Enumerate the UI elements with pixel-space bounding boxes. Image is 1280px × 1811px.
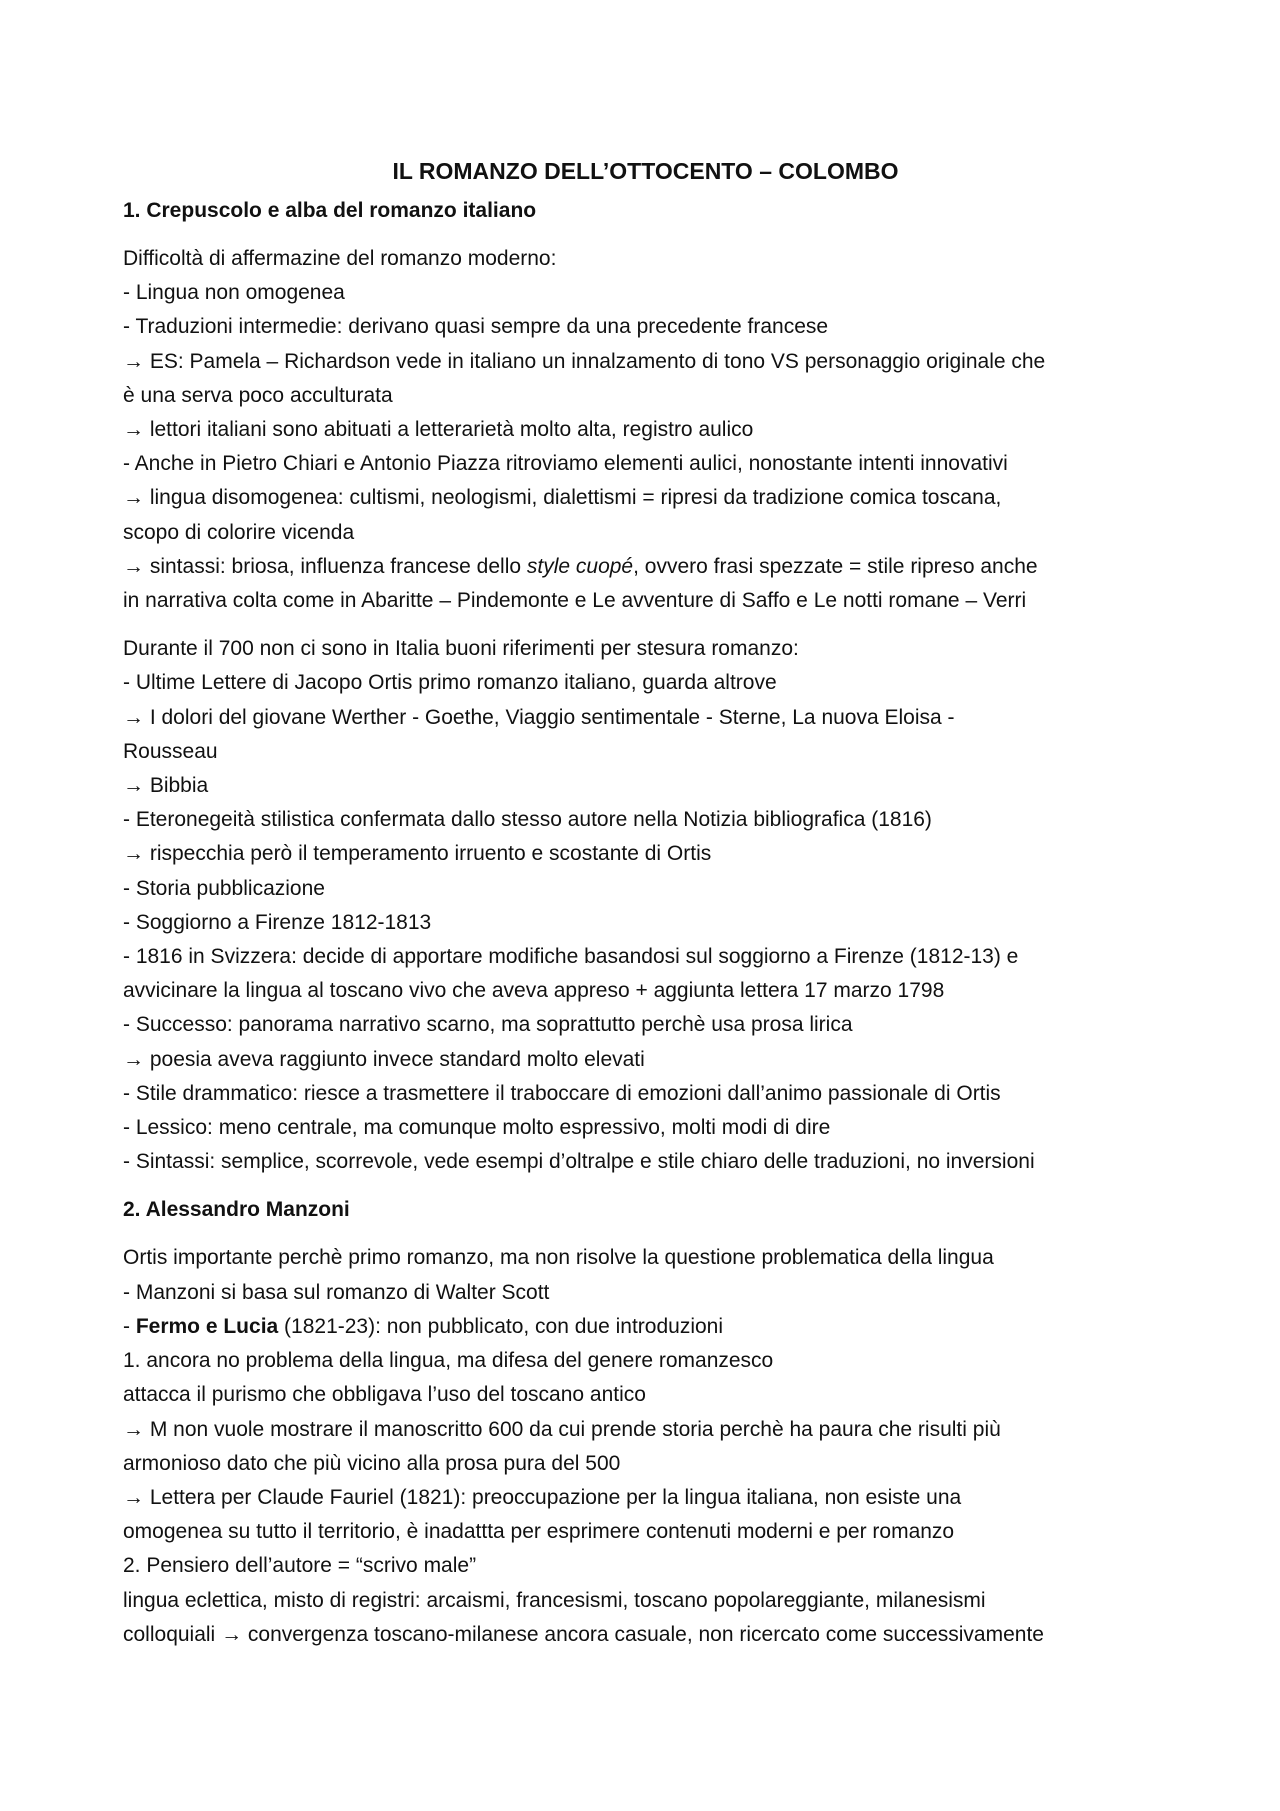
paragraph-1: [123, 242, 1168, 618]
text-line: - Manzoni si basa sul romanzo di Walter Scott: [123, 1280, 550, 1304]
section-heading-1: 1. Crepuscolo e alba del romanzo italiano: [123, 199, 537, 222]
text-line: è una serva poco acculturata: [123, 383, 393, 407]
document-page: [123, 150, 1168, 1666]
text-line: → poesia aveva raggiunto invece standard molto elevati: [123, 1047, 645, 1071]
text-line: - Ultime Lettere di Jacopo Ortis primo romanzo italiano, guarda altrove: [123, 671, 777, 695]
text-line: - Eteronegeità stilistica confermata dallo stesso autore nella Notizia bibliografica (1816): [123, 808, 932, 832]
text-line: scopo di colorire vicenda: [123, 520, 355, 544]
text-line: Ortis importante perchè primo romanzo, ma non risolve la questione problematica della lingua: [123, 1246, 994, 1270]
text-line: - Lessico: meno centrale, ma comunque molto espressivo, molti modi di dire: [123, 1116, 831, 1140]
text-line: - Successo: panorama narrativo scarno, ma soprattutto perchè usa prosa lirica: [123, 1013, 853, 1037]
arrow-icon: →: [221, 1622, 243, 1646]
text-line: - Lingua non omogenea: [123, 281, 345, 305]
text-line: avvicinare la lingua al toscano vivo che aveva appreso + aggiunta lettera 17 marzo 1798: [123, 979, 945, 1003]
text-line: → I dolori del giovane Werther - Goethe, Viaggio sentimentale - Sterne, La nuova Eloisa -: [123, 705, 955, 729]
text-line: → rispecchia però il temperamento irruento e scostante di Ortis: [123, 842, 712, 866]
text-line: Durante il 700 non ci sono in Italia buoni riferimenti per stesura romanzo:: [123, 637, 799, 661]
arrow-icon: →: [123, 418, 144, 442]
text-line: - Anche in Pietro Chiari e Antonio Piazza ritroviamo elementi aulici, nonostante intenti innovativi: [123, 452, 1008, 476]
text-line: - 1816 in Svizzera: decide di apportare modifiche basandosi sul soggiorno a Firenze (1812-13) e: [123, 945, 1019, 969]
text-line: → M non vuole mostrare il manoscritto 600 da cui prende storia perchè ha paura che risulti più: [123, 1417, 1001, 1441]
arrow-icon: →: [123, 842, 144, 866]
text-line: omogenea su tutto il territorio, è inadattta per esprimere contenuti moderni e per romanzo: [123, 1520, 955, 1544]
text-line: - Fermo e Lucia (1821-23): non pubblicato, con due introduzioni: [123, 1314, 724, 1338]
text-line: - Stile drammatico: riesce a trasmettere il traboccare di emozioni dall’animo passionale di Ortis: [123, 1081, 1001, 1105]
text-line: → ES: Pamela – Richardson vede in italiano un innalzamento di tono VS personaggio originale che: [123, 349, 1046, 373]
text-line: - Soggiorno a Firenze 1812-1813: [123, 910, 432, 934]
arrow-icon: →: [123, 1417, 144, 1441]
arrow-icon: →: [123, 705, 144, 729]
arrow-icon: →: [123, 1047, 144, 1071]
text-line: in narrativa colta come in Abaritte – Pindemonte e Le avventure di Saffo e Le notti romane – Verri: [123, 589, 1027, 613]
text-line: - Storia pubblicazione: [123, 876, 325, 900]
text-line: - Sintassi: semplice, scorrevole, vede esempi d’oltralpe e stile chiaro delle traduzioni, no inversioni: [123, 1150, 1035, 1174]
text-line: lingua eclettica, misto di registri: arcaismi, francesismi, toscano popolareggiante, milanesismi: [123, 1588, 986, 1612]
text-line: armonioso dato che più vicino alla prosa pura del 500: [123, 1451, 621, 1475]
paragraph-2: [123, 632, 1168, 1179]
arrow-icon: →: [123, 349, 144, 373]
text-line: Difficoltà di affermazine del romanzo moderno:: [123, 247, 557, 270]
arrow-icon: →: [123, 1485, 144, 1509]
section-heading-2: 2. Alessandro Manzoni: [123, 1198, 350, 1222]
arrow-icon: →: [123, 486, 144, 510]
arrow-icon: →: [123, 774, 144, 798]
text-line: attacca il purismo che obbligava l’uso del toscano antico: [123, 1383, 646, 1407]
document-title: IL ROMANZO DELL’OTTOCENTO – COLOMBO: [392, 158, 899, 184]
text-line: - Traduzioni intermedie: derivano quasi sempre da una precedente francese: [123, 315, 829, 339]
text-line: Rousseau: [123, 739, 218, 763]
text-line: → Bibbia: [123, 774, 209, 798]
arrow-icon: →: [123, 554, 144, 578]
text-line: → sintassi: briosa, influenza francese dello style cuopé, ovvero frasi spezzate = stile ripreso anche: [123, 554, 1038, 578]
text-line: 2. Pensiero dell’autore = “scrivo male”: [123, 1554, 477, 1578]
text-line: → lettori italiani sono abituati a letterarietà molto alta, registro aulico: [123, 418, 754, 442]
text-line: colloquiali → convergenza toscano-milanese ancora casuale, non ricercato come successivamente: [123, 1622, 1044, 1646]
paragraph-3: [123, 1241, 1168, 1651]
text-line: → lingua disomogenea: cultismi, neologismi, dialettismi = ripresi da tradizione comica toscana,: [123, 486, 1002, 510]
text-line: 1. ancora no problema della lingua, ma difesa del genere romanzesco: [123, 1349, 774, 1373]
text-line: → Lettera per Claude Fauriel (1821): preoccupazione per la lingua italiana, non esiste una: [123, 1485, 962, 1509]
